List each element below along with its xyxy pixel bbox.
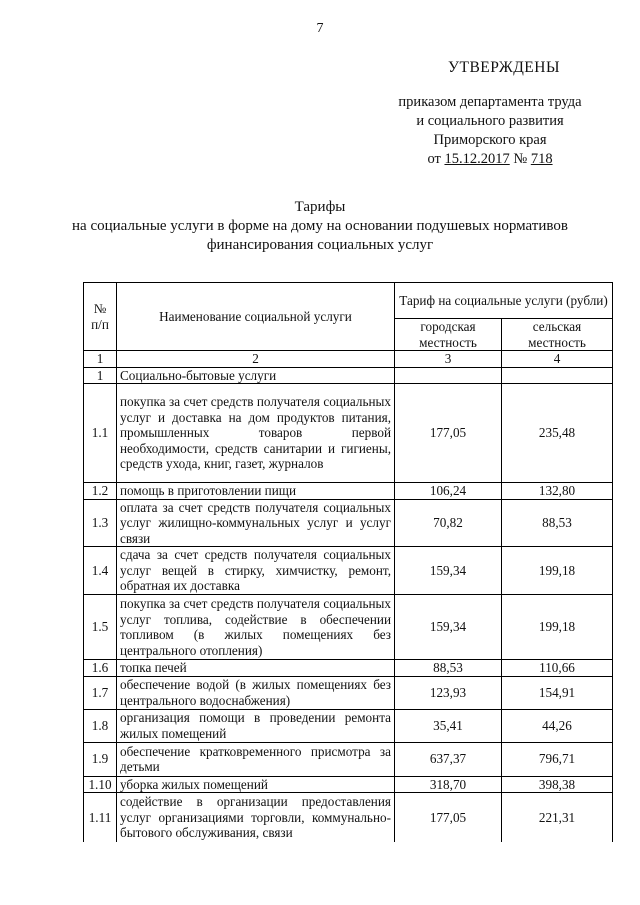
table-row — [84, 742, 613, 776]
column-number: 2 — [117, 351, 395, 368]
row-name: покупка за счет средств получателя социальных услуг и доставка на дом продуктов питания, промышленных товаров первой необходимости, средств санитарии и гигиены, средств ухода, книг, газет, журналов — [117, 384, 395, 483]
row-name: обеспечение кратковременного присмотра за детьми — [117, 742, 395, 776]
approval-date-prefix: от — [427, 151, 445, 167]
row-name: обеспечение водой (в жилых помещениях без центрального водоснабжения) — [117, 676, 395, 709]
row-rural: 88,53 — [502, 499, 613, 547]
row-num: 1.1 — [84, 384, 117, 483]
row-num: 1.8 — [84, 709, 117, 742]
row-urban: 123,93 — [395, 676, 502, 709]
header-rural: сельская местность — [502, 319, 613, 351]
header-tariff: Тариф на социальные услуги (рубли) — [395, 283, 613, 319]
table-row — [84, 776, 613, 793]
row-num: 1.11 — [84, 793, 117, 842]
section-num: 1 — [84, 367, 117, 384]
table-row — [84, 660, 613, 677]
header-name: Наименование социальной услуги — [117, 283, 395, 351]
approval-date: 15.12.2017 — [444, 151, 510, 167]
row-name: топка печей — [117, 660, 395, 677]
section-row — [84, 367, 613, 384]
approval-date-line — [380, 150, 600, 169]
row-urban: 159,34 — [395, 595, 502, 660]
approval-line-1: приказом департамента труда — [398, 94, 582, 110]
approval-heading: УТВЕРЖДЕНЫ — [448, 59, 560, 76]
column-number: 4 — [502, 351, 613, 368]
approval-block — [380, 93, 600, 169]
row-num: 1.5 — [84, 595, 117, 660]
row-rural: 132,80 — [502, 483, 613, 500]
table-row — [84, 793, 613, 842]
row-name: содействие в организации предоставления услуг организациями торговли, коммунально-бытового обслуживания, связи — [117, 793, 395, 842]
table-row — [84, 483, 613, 500]
row-name: помощь в приготовлении пищи — [117, 483, 395, 500]
column-number: 1 — [84, 351, 117, 368]
header-num: № п/п — [84, 283, 117, 351]
row-urban: 177,05 — [395, 384, 502, 483]
row-urban: 159,34 — [395, 547, 502, 595]
title-line-2: на социальные услуги в форме на дому на основании подушевых нормативов — [72, 218, 568, 234]
row-num: 1.9 — [84, 742, 117, 776]
section-name: Социально-бытовые услуги — [117, 367, 395, 384]
row-num: 1.6 — [84, 660, 117, 677]
row-urban: 35,41 — [395, 709, 502, 742]
row-rural: 110,66 — [502, 660, 613, 677]
row-rural: 221,31 — [502, 793, 613, 842]
row-num: 1.4 — [84, 547, 117, 595]
document-title — [0, 198, 640, 255]
table-row — [84, 384, 613, 483]
row-name: организация помощи в проведении ремонта жилых помещений — [117, 709, 395, 742]
title-line-3: финансирования социальных услуг — [206, 237, 434, 253]
row-urban: 106,24 — [395, 483, 502, 500]
row-urban: 88,53 — [395, 660, 502, 677]
approval-line-2: и социального развития — [416, 113, 564, 129]
row-rural: 235,48 — [502, 384, 613, 483]
row-name: уборка жилых помещений — [117, 776, 395, 793]
section-rural — [502, 367, 613, 384]
column-number: 3 — [395, 351, 502, 368]
row-urban: 318,70 — [395, 776, 502, 793]
row-name: сдача за счет средств получателя социальных услуг вещей в стирку, химчистку, ремонт, обратная их доставка — [117, 547, 395, 595]
table-row — [84, 676, 613, 709]
row-urban: 177,05 — [395, 793, 502, 842]
table-row — [84, 595, 613, 660]
row-name: оплата за счет средств получателя социальных услуг жилищно-коммунальных услуг и услуг связи — [117, 499, 395, 547]
row-num: 1.7 — [84, 676, 117, 709]
title-line-1: Тарифы — [294, 199, 346, 215]
row-num: 1.3 — [84, 499, 117, 547]
approval-line-3: Приморского края — [433, 132, 547, 148]
row-num: 1.10 — [84, 776, 117, 793]
row-urban: 637,37 — [395, 742, 502, 776]
row-rural: 199,18 — [502, 595, 613, 660]
table-row — [84, 547, 613, 595]
approval-number: 718 — [530, 151, 553, 167]
approval-number-sign: № — [509, 151, 531, 167]
header-urban: городская местность — [395, 319, 502, 351]
table-row — [84, 499, 613, 547]
row-name: покупка за счет средств получателя социальных услуг топлива, содействие в обеспечении топливом (в жилых помещениях без центрального отопления) — [117, 595, 395, 660]
section-urban — [395, 367, 502, 384]
table-row — [84, 709, 613, 742]
row-rural: 44,26 — [502, 709, 613, 742]
tariffs-table — [83, 282, 613, 842]
row-rural: 199,18 — [502, 547, 613, 595]
row-rural: 796,71 — [502, 742, 613, 776]
row-rural: 398,38 — [502, 776, 613, 793]
page-number: 7 — [316, 21, 324, 36]
row-rural: 154,91 — [502, 676, 613, 709]
row-num: 1.2 — [84, 483, 117, 500]
row-urban: 70,82 — [395, 499, 502, 547]
